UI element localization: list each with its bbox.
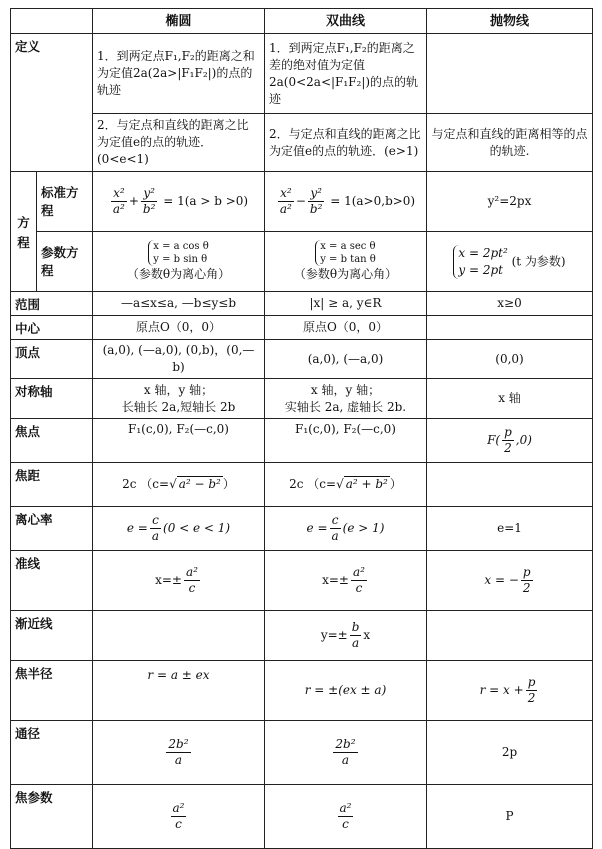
- equation-parametric-row: [11, 232, 593, 292]
- eccentricity-row: [11, 507, 593, 551]
- label-definition: 定义: [11, 34, 93, 172]
- directrix-row: [11, 551, 593, 611]
- ellipse-def2: 2．与定点和直线的距离之比为定值e的点的轨迹．(0<e<1): [93, 114, 265, 172]
- label-focal-distance: 焦距: [11, 463, 93, 507]
- hyperbola-frac-x: $\frac{\text{x²}}{\text{a²}}$: [279, 186, 292, 216]
- ellipse-latus-rectum: [93, 721, 265, 785]
- definition-row-2: [11, 114, 593, 172]
- label-axis: 对称轴: [11, 379, 93, 419]
- vertex-row: [11, 340, 593, 379]
- hyperbola-eccentricity: e = $\frac{c}{a}$ (e > 1): [265, 507, 427, 551]
- focal-parameter-row: [11, 785, 593, 849]
- header-ellipse: 椭圆: [93, 9, 265, 34]
- ellipse-param-note: （参数θ为离心角）: [126, 267, 231, 281]
- ellipse-axis: x 轴，y 轴； 长轴长 2a,短轴长 2b: [93, 379, 265, 419]
- ellipse-center: 原点O（0，0）: [93, 316, 265, 340]
- header-parabola: 抛物线: [427, 9, 593, 34]
- parabola-focal-radius: r = x + $\frac{p}{2}$: [427, 661, 593, 721]
- label-focus: 焦点: [11, 419, 93, 463]
- hyperbola-latus-frac: $\frac{\text{2b²}}{a}$: [335, 737, 356, 767]
- ellipse-focal-parameter: [93, 785, 265, 849]
- header-row: [11, 9, 593, 34]
- conic-sections-table: [10, 8, 593, 849]
- parabola-def: 与定点和直线的距离相等的点的轨迹.: [427, 114, 593, 172]
- ellipse-directrix: x=± $\frac{\text{a²}}{c}$: [93, 551, 265, 611]
- range-row: [11, 292, 593, 316]
- parabola-asymptote-empty: [427, 611, 593, 661]
- parabola-range: x≥0: [427, 292, 593, 316]
- parabola-param-system: x = 2pt² y = 2pt: [453, 245, 507, 279]
- ellipse-focal-radius: r = a ± ex: [93, 661, 265, 721]
- ellipse-frac-x: $\frac{\text{x²}}{\text{a²}}$: [112, 186, 125, 216]
- parabola-parametric: [427, 232, 593, 292]
- ellipse-frac-y: $\frac{\text{y²}}{\text{b²}}$: [142, 186, 156, 216]
- label-center: 中心: [11, 316, 93, 340]
- ellipse-focus: F₁(c,0), F₂(—c,0): [93, 419, 265, 463]
- latus-rectum-row: [11, 721, 593, 785]
- parabola-directrix: x = − $\frac{p}{2}$: [427, 551, 593, 611]
- parabola-latus-rectum: 2p: [427, 721, 593, 785]
- hyperbola-standard-equation: $\frac{\text{x²}}{\text{a²}}$ − $\frac{\text{y²}}{\text{b²}}$ = 1(a>0,b>0): [265, 172, 427, 232]
- label-focal-radius: 焦半径: [11, 661, 93, 721]
- parabola-directrix-frac: $\frac{p}{2}$: [522, 565, 531, 595]
- asymptote-row: [11, 611, 593, 661]
- hyperbola-asymptote: y=± $\frac{b}{a}$ x: [265, 611, 427, 661]
- label-asymptote: 渐近线: [11, 611, 93, 661]
- hyperbola-def1: 1．到两定点F₁,F₂的距离之差的绝对值为定值2a(0<2a<|F₁F₂|)的点的轨迹: [265, 34, 427, 114]
- parabola-focal-parameter: P: [427, 785, 593, 849]
- hyperbola-focal-radius: r = ±(ex ± a): [265, 661, 427, 721]
- ellipse-focal-param-frac: $\frac{\text{a²}}{c}$: [172, 801, 185, 831]
- parabola-focal-distance-empty: [427, 463, 593, 507]
- focus-row: [11, 419, 593, 463]
- hyperbola-vertex: (a,0), (—a,0): [265, 340, 427, 379]
- hyperbola-axis: x 轴，y 轴； 实轴长 2a, 虚轴长 2b.: [265, 379, 427, 419]
- hyperbola-focal-distance: 2c （c=√ a² + b² ）: [265, 463, 427, 507]
- hyperbola-frac-y: $\frac{\text{y²}}{\text{b²}}$: [309, 186, 323, 216]
- label-range: 范围: [11, 292, 93, 316]
- hyperbola-focal-parameter: [265, 785, 427, 849]
- ellipse-standard-equation: $\frac{\text{x²}}{\text{a²}}$ + $\frac{\text{y²}}{\text{b²}}$ = 1(a > b >0): [93, 172, 265, 232]
- label-equation: 方程: [11, 172, 37, 292]
- hyperbola-param-system: x = a sec θ y = b tan θ: [315, 240, 376, 266]
- hyperbola-latus-rectum: [265, 721, 427, 785]
- ellipse-asymptote-empty: [93, 611, 265, 661]
- label-eccentricity: 离心率: [11, 507, 93, 551]
- parabola-eccentricity: e=1: [427, 507, 593, 551]
- hyperbola-def2: 2．与定点和直线的距离之比为定值e的点的轨迹．(e>1): [265, 114, 427, 172]
- parabola-center: [427, 316, 593, 340]
- parabola-standard-equation: y²=2px: [427, 172, 593, 232]
- label-parametric: 参数方程: [37, 232, 93, 292]
- equation-standard-row: [11, 172, 593, 232]
- parabola-focus: F( $\frac{p}{2}$ ,0): [427, 419, 593, 463]
- parabola-param-note: (t 为参数): [511, 254, 566, 268]
- ellipse-latus-frac: $\frac{\text{2b²}}{a}$: [168, 737, 189, 767]
- hyperbola-range: |x| ≥ a, y∈R: [265, 292, 427, 316]
- label-focal-parameter: 焦参数: [11, 785, 93, 849]
- parabola-def-empty: [427, 34, 593, 114]
- hyperbola-parametric: [265, 232, 427, 292]
- center-row: [11, 316, 593, 340]
- parabola-focal-radius-frac: $\frac{p}{2}$: [527, 675, 536, 705]
- definition-row-1: [11, 34, 593, 114]
- header-hyperbola: 双曲线: [265, 9, 427, 34]
- hyperbola-directrix-frac: $\frac{\text{a²}}{c}$: [352, 565, 365, 595]
- ellipse-def1: 1．到两定点F₁,F₂的距离之和为定值2a(2a>|F₁F₂|)的点的轨迹: [93, 34, 265, 114]
- focal-distance-row: [11, 463, 593, 507]
- ellipse-ecc-frac: $\frac{c}{a}$: [151, 513, 160, 543]
- label-standard: 标准方程: [37, 172, 93, 232]
- hyperbola-ecc-frac: $\frac{c}{a}$: [331, 513, 339, 543]
- parabola-axis: x 轴: [427, 379, 593, 419]
- hyperbola-asym-frac: $\frac{b}{a}$: [351, 620, 360, 650]
- parabola-vertex: (0,0): [427, 340, 593, 379]
- axis-row: [11, 379, 593, 419]
- hyperbola-directrix: x=± $\frac{\text{a²}}{c}$: [265, 551, 427, 611]
- hyperbola-focal-param-frac: $\frac{\text{a²}}{c}$: [339, 801, 352, 831]
- ellipse-range: —a≤x≤a, —b≤y≤b: [93, 292, 265, 316]
- ellipse-focal-distance: 2c （c=√ a² − b² ）: [93, 463, 265, 507]
- ellipse-directrix-frac: $\frac{\text{a²}}{c}$: [185, 565, 198, 595]
- label-directrix: 准线: [11, 551, 93, 611]
- hyperbola-focus: F₁(c,0), F₂(—c,0): [265, 419, 427, 463]
- label-vertex: 顶点: [11, 340, 93, 379]
- parabola-focus-frac: $\frac{p}{2}$: [504, 425, 512, 455]
- focal-radius-row: [11, 661, 593, 721]
- hyperbola-param-note: （参数θ为离心角）: [293, 267, 398, 281]
- ellipse-vertex: (a,0), (—a,0), (0,b)，(0,—b): [93, 340, 265, 379]
- header-blank: [11, 9, 93, 34]
- label-latus-rectum: 通径: [11, 721, 93, 785]
- hyperbola-center: 原点O（0，0）: [265, 316, 427, 340]
- ellipse-parametric: [93, 232, 265, 292]
- ellipse-param-system: x = a cos θ y = b sin θ: [148, 240, 208, 266]
- ellipse-eccentricity: e = $\frac{c}{a}$ (0 < e < 1): [93, 507, 265, 551]
